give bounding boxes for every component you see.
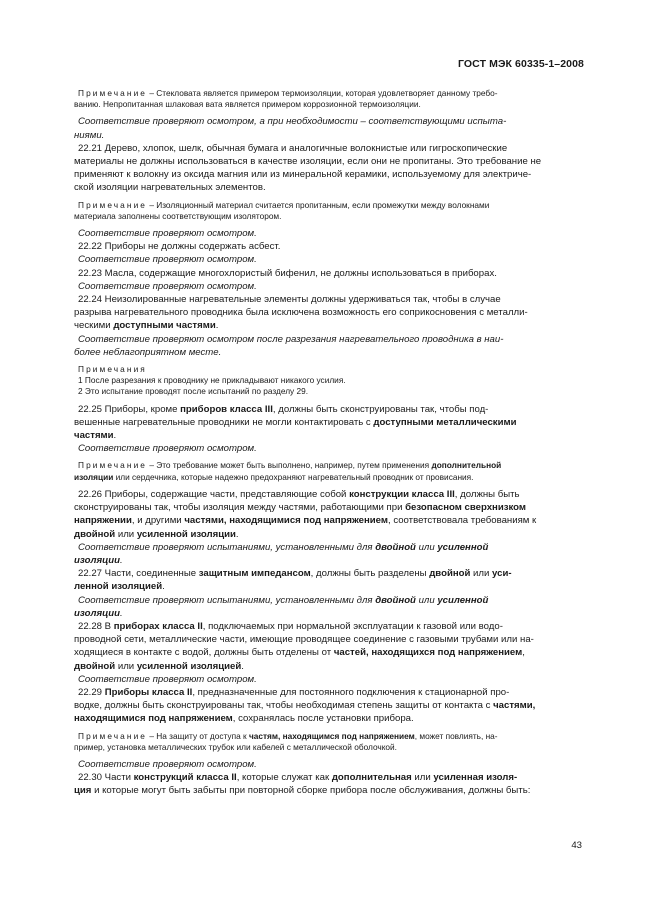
note-paragraph: Примечание – Стекловата является примером термоизоляции, которая удовлетворяет данному требо- bbox=[78, 88, 498, 98]
clause-text: вешенные нагревательные проводники не могли контактировать с доступными металлическими bbox=[74, 416, 517, 428]
compliance-line: Соответствие проверяют осмотром. bbox=[78, 228, 257, 240]
compliance-line: Соответствие проверяют испытаниями, установленными для двойной или усиленной bbox=[78, 594, 489, 606]
note-paragraph-cont: изоляции или сердечника, которые надежно предохраняют нагревательный проводник от провисания. bbox=[74, 471, 474, 482]
compliance-line: Соответствие проверяют осмотром. bbox=[78, 280, 257, 292]
clause-22-23: 22.23 Масла, содержащие многохлористый бифенил, не должны использоваться в приборах. bbox=[78, 267, 497, 279]
compliance-line: изоляции. bbox=[74, 607, 123, 619]
compliance-line: Соответствие проверяют осмотром. bbox=[78, 443, 257, 455]
note-paragraph-cont: пример, установка металлических трубок или кабелей с металлической оболочкой. bbox=[74, 741, 397, 752]
clause-22-30: 22.30 Части конструкций класса II, которые служат как дополнительная или усиленная изоля- bbox=[78, 772, 518, 784]
clause-text: ческими доступными частями. bbox=[74, 320, 219, 332]
compliance-line: Соответствие проверяют осмотром. bbox=[78, 758, 257, 770]
clause-22-27: 22.27 Части, соединенные защитным импедансом, должны быть разделены двойной или уси- bbox=[78, 568, 512, 580]
compliance-line: Соответствие проверяют осмотром. bbox=[78, 673, 257, 685]
clause-text: находящимися под напряжением, сохранялась после установки прибора. bbox=[74, 713, 414, 725]
clause-22-26: 22.26 Приборы, содержащие части, представляющие собой конструкции класса III, должны быть bbox=[78, 488, 520, 500]
compliance-line: более неблагоприятном месте. bbox=[74, 346, 222, 358]
clause-22-28: 22.28 В приборах класса II, подключаемых при нормальной эксплуатации к газовой или водо- bbox=[78, 620, 503, 632]
clause-22-25: 22.25 Приборы, кроме приборов класса III, должны быть сконструированы так, чтобы под- bbox=[78, 403, 489, 415]
clause-text: двойной или усиленной изоляцией. bbox=[74, 660, 244, 672]
clause-text: ходящиеся в контакте с водой, должны быть отделены от частей, находящихся под напряжением, bbox=[74, 647, 525, 659]
clause-text: сконструированы так, чтобы изоляция между частями, работающими при безопасном сверхнизком bbox=[74, 502, 527, 514]
compliance-line: ниями. bbox=[74, 129, 105, 141]
note-paragraph-cont: ванию. Непропитанная шлаковая вата является примером коррозионной термоизоляции. bbox=[74, 99, 421, 110]
clause-22-21: 22.21 Дерево, хлопок, шелк, обычная бумага и аналогичные волокнистые или гигроскопические bbox=[78, 142, 508, 154]
note-paragraph: Примечание – Изоляционный материал считается пропитанным, если промежутки между волокнами bbox=[78, 199, 490, 210]
notes-heading: Примечания bbox=[78, 364, 147, 375]
note-item: 2 Это испытание проводят после испытаний по разделу 29. bbox=[78, 386, 309, 397]
clause-text: применяют к волокну из оксида магния или из минеральной керамики, используемому для электриче- bbox=[74, 169, 532, 181]
clause-text: материалы не должны использоваться в качестве изоляции, если они не пропитаны. Это требование не bbox=[74, 156, 542, 168]
note-paragraph-cont: материала заполнены соответствующим изолятором. bbox=[74, 210, 282, 221]
compliance-line: Соответствие проверяют осмотром после разрезания нагревательного проводника в наи- bbox=[78, 333, 504, 345]
clause-22-29: 22.29 Приборы класса II, предназначенные для постоянного подключения к стационарной про- bbox=[78, 686, 510, 698]
compliance-line: изоляции. bbox=[74, 554, 123, 566]
page-body bbox=[74, 88, 583, 798]
note-paragraph: Примечание – На защиту от доступа к частям, находящимся под напряжением, может повлиять, на- bbox=[78, 730, 498, 741]
clause-text: водке, должны быть сконструированы так, чтобы необходимая степень защиты от контакта с частями, bbox=[74, 700, 536, 712]
compliance-line: Соответствие проверяют осмотром, а при необходимости – соответствующими испыта- bbox=[78, 116, 507, 128]
clause-text: напряжении, и другими частями, находящимися под напряжением, соответствовала требованиям к bbox=[74, 515, 537, 527]
clause-text: разрыва нагревательного проводника была исключена возможность его соприкосновения с металли- bbox=[74, 307, 528, 319]
document-header: ГОСТ МЭК 60335-1–2008 bbox=[457, 58, 584, 70]
clause-text: частями. bbox=[74, 430, 117, 442]
note-paragraph: Примечание – Это требование может быть выполнено, например, путем применения дополнительной bbox=[78, 460, 502, 471]
clause-text: ской изоляции нагревательных элементов. bbox=[74, 182, 266, 194]
clause-text: ция и которые могут быть забыты при повторной сборке прибора после обслуживания, должны быть: bbox=[74, 785, 531, 797]
clause-text: двойной или усиленной изоляции. bbox=[74, 528, 239, 540]
clause-text: ленной изоляцией. bbox=[74, 581, 165, 593]
clause-text: проводной сети, металлические части, имеющие проводящее соединение с газовыми трубами или на- bbox=[74, 634, 534, 646]
compliance-line: Соответствие проверяют осмотром. bbox=[78, 254, 257, 266]
clause-22-22: 22.22 Приборы не должны содержать асбест. bbox=[78, 241, 281, 253]
page-number: 43 bbox=[571, 840, 582, 851]
note-item: 1 После разрезания к проводнику не прикладывают никакого усилия. bbox=[78, 375, 346, 386]
note-label: Примечание bbox=[78, 199, 148, 210]
clause-22-24: 22.24 Неизолированные нагревательные элементы должны удерживаться так, чтобы в случае bbox=[78, 294, 501, 306]
note-label: Примечание bbox=[78, 88, 148, 98]
compliance-line: Соответствие проверяют испытаниями, установленными для двойной или усиленной bbox=[78, 541, 489, 553]
